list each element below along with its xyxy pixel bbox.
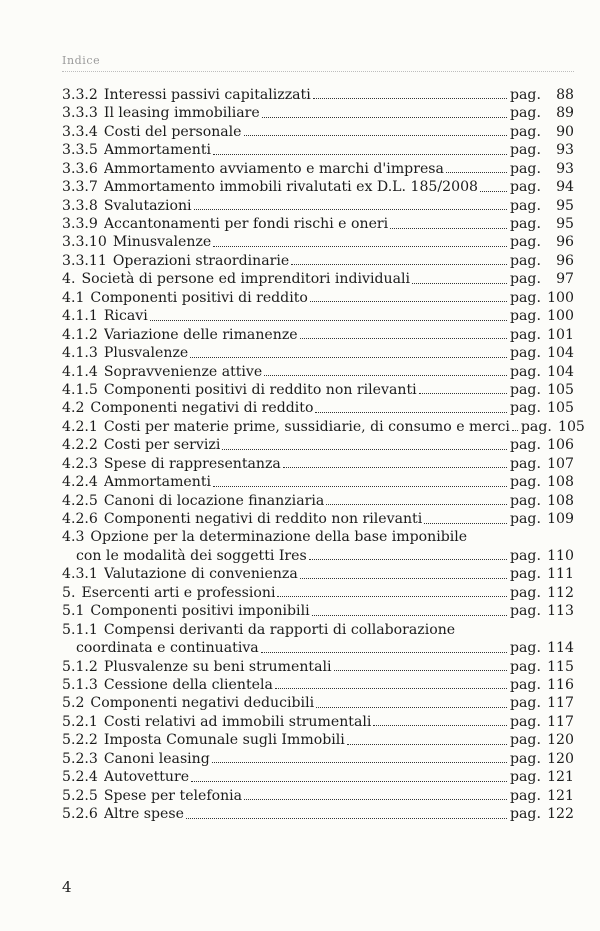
dot-leader: [347, 744, 507, 745]
toc-entry-page: 113: [547, 603, 574, 620]
toc-entry-pag-label: pag.: [510, 179, 541, 196]
toc-entry-pag-label: pag.: [510, 271, 541, 288]
toc-entry[interactable]: [62, 602, 574, 620]
toc-entry-title: Opzione per la determinazione della base imponibile: [90, 529, 468, 546]
toc-entry-pag-label: pag.: [510, 713, 541, 730]
dot-leader: [309, 559, 507, 560]
toc-entry-title: Costi per materie prime, sussidiarie, di consumo e merci: [103, 418, 510, 435]
toc-entry-title: Interessi passivi capitalizzati: [103, 86, 311, 103]
toc-entry[interactable]: [62, 529, 574, 547]
dot-leader: [277, 596, 507, 597]
toc-entry-pag-label: pag.: [510, 455, 541, 472]
toc-entry-number: 4.2: [62, 400, 85, 417]
toc-entry-title: Cessione della clientela: [103, 676, 273, 693]
toc-entry-page: 111: [547, 566, 574, 583]
toc-entry-page: 100: [547, 308, 574, 325]
toc-entry-page: 108: [547, 492, 574, 509]
toc-entry[interactable]: [62, 381, 574, 399]
dot-leader: [283, 467, 507, 468]
toc-entry[interactable]: [62, 104, 574, 122]
dot-leader: [316, 707, 507, 708]
dot-leader: [310, 301, 507, 302]
toc-entry-title: Compensi derivanti da rapporti di collaborazione: [103, 621, 456, 638]
dot-leader: [244, 135, 507, 136]
toc-entry[interactable]: [62, 455, 574, 473]
toc-entry-title: Costi relativi ad immobili strumentali: [103, 713, 372, 730]
toc-entry-page: 117: [547, 695, 574, 712]
toc-entry[interactable]: [62, 178, 574, 196]
toc-entry-title: Componenti positivi di reddito: [90, 289, 308, 306]
toc-entry[interactable]: [62, 473, 574, 491]
dot-leader: [261, 652, 507, 653]
toc-entry-title: Spese di rappresentanza: [103, 455, 281, 472]
dot-leader: [480, 191, 507, 192]
page-number: 4: [62, 878, 72, 896]
toc-entry-page: 112: [547, 584, 574, 601]
toc-entry-title: Plusvalenze su beni strumentali: [103, 658, 332, 675]
toc-entry-page: 117: [547, 713, 574, 730]
toc-entry-title: Costi per servizi: [103, 437, 221, 454]
toc-entry[interactable]: [62, 197, 574, 215]
dot-leader: [313, 98, 507, 99]
toc-entry-title: Altre spese: [103, 806, 184, 823]
running-header: Indice: [62, 54, 101, 67]
toc-entry-title: Costi del personale: [103, 123, 242, 140]
toc-entry-page: 121: [547, 787, 574, 804]
toc-entry-title: Componenti positivi imponibili: [90, 603, 310, 620]
toc-entry[interactable]: [62, 363, 574, 381]
toc-entry-pag-label: pag.: [510, 474, 541, 491]
toc-entry-continuation[interactable]: [62, 547, 574, 565]
toc-entry-number: 4.1.3: [62, 345, 98, 362]
toc-entry-pag-label: pag.: [510, 658, 541, 675]
toc-entry-title: Ricavi: [103, 308, 148, 325]
dot-leader: [150, 320, 507, 321]
toc-entry-number: 3.3.11: [62, 252, 107, 269]
toc-entry-title: Minusvalenze: [112, 234, 212, 251]
toc-entry[interactable]: [62, 123, 574, 141]
dot-leader: [412, 283, 507, 284]
toc-entry-number: 5.: [62, 584, 76, 601]
toc-entry-title: Imposta Comunale sugli Immobili: [103, 732, 345, 749]
toc-entry-number: 4.1.1: [62, 308, 98, 325]
toc-entry-pag-label: pag.: [510, 732, 541, 749]
dot-leader: [190, 357, 507, 358]
toc-entry[interactable]: [62, 215, 574, 233]
toc-entry-number: 5.1.2: [62, 658, 98, 675]
dot-leader: [191, 781, 507, 782]
dot-leader: [244, 799, 507, 800]
toc-entry-pag-label: pag.: [510, 381, 541, 398]
dot-leader: [424, 523, 507, 524]
toc-entry-number: 5.2.6: [62, 806, 98, 823]
toc-entry-pag-label: pag.: [510, 216, 541, 233]
toc-entry-pag-label: pag.: [510, 252, 541, 269]
toc-entry[interactable]: [62, 436, 574, 454]
toc-entry-page: 104: [547, 363, 574, 380]
toc-entry-pag-label: pag.: [510, 676, 541, 693]
toc-entry-number: 4.2.6: [62, 511, 98, 528]
toc-entry-number: 4.: [62, 271, 76, 288]
toc-entry[interactable]: [62, 160, 574, 178]
toc-entry-pag-label: pag.: [510, 437, 541, 454]
toc-entry-pag-label: pag.: [510, 400, 541, 417]
dot-leader: [213, 154, 507, 155]
toc-entry-number: 5.1.1: [62, 621, 98, 638]
toc-entry[interactable]: [62, 326, 574, 344]
toc-entry[interactable]: [62, 565, 574, 583]
toc-entry-page: 120: [547, 732, 574, 749]
toc-entry-pag-label: pag.: [510, 750, 541, 767]
toc-entry-page: 106: [547, 437, 574, 454]
toc-entry-page: 114: [547, 640, 574, 657]
toc-entry-number: 4.2.3: [62, 455, 98, 472]
toc-entry-number: 5.2.1: [62, 713, 98, 730]
toc-entry[interactable]: [62, 252, 574, 270]
toc-entry-page: 88: [556, 86, 574, 103]
toc-entry[interactable]: [62, 418, 585, 436]
toc-entry[interactable]: [62, 307, 574, 325]
toc-entry-pag-label: pag.: [510, 345, 541, 362]
dot-leader: [194, 209, 507, 210]
toc-entry-page: 109: [547, 511, 574, 528]
dot-leader: [212, 762, 507, 763]
toc-entry-pag-label: pag.: [510, 566, 541, 583]
toc-entry-number: 4.2.2: [62, 437, 98, 454]
toc-entry-number: 3.3.7: [62, 179, 98, 196]
toc-entry-pag-label: pag.: [510, 787, 541, 804]
toc-entry-number: 3.3.6: [62, 160, 98, 177]
toc-entry-page: 96: [556, 252, 574, 269]
toc-entry[interactable]: [62, 344, 574, 362]
toc-entry-page: 107: [547, 455, 574, 472]
toc-entry-title: Esercenti arti e professioni: [81, 584, 276, 601]
toc-entry-pag-label: pag.: [510, 326, 541, 343]
dot-leader: [186, 818, 507, 819]
toc-entry[interactable]: [62, 234, 574, 252]
toc-entry-pag-label: pag.: [510, 695, 541, 712]
toc-entry-title: Plusvalenze: [103, 345, 189, 362]
toc-entry[interactable]: [62, 270, 574, 288]
toc-entry-pag-label: pag.: [510, 234, 541, 251]
toc-entry-number: 4.1.2: [62, 326, 98, 343]
toc-entry-number: 4.3.1: [62, 566, 98, 583]
toc-entry-page: 104: [547, 345, 574, 362]
toc-entry[interactable]: [62, 805, 574, 823]
toc-entry-pag-label: pag.: [510, 197, 541, 214]
toc-entry-title-continuation: coordinata e continuativa: [76, 640, 259, 657]
toc-entry-pag-label: pag.: [510, 603, 541, 620]
toc-entry-pag-label: pag.: [510, 86, 541, 103]
toc-entry-pag-label: pag.: [510, 769, 541, 786]
toc-entry-continuation[interactable]: [62, 639, 574, 657]
toc-entry[interactable]: [62, 731, 574, 749]
toc-entry-page: 96: [556, 234, 574, 251]
toc-entry-title: Ammortamento avviamento e marchi d'impresa: [103, 160, 444, 177]
toc-entry-number: 4.2.1: [62, 418, 98, 435]
toc-entry-page: 97: [556, 271, 574, 288]
toc-entry[interactable]: [62, 492, 574, 510]
toc-entry-title: Componenti negativi di reddito non rilevanti: [103, 511, 423, 528]
toc-entry[interactable]: [62, 584, 574, 602]
toc-entry-pag-label: pag.: [510, 105, 541, 122]
toc-entry-number: 3.3.3: [62, 105, 98, 122]
toc-entry-page: 93: [556, 160, 574, 177]
toc-entry-number: 3.3.5: [62, 142, 98, 159]
toc-entry-number: 3.3.8: [62, 197, 98, 214]
toc-entry[interactable]: [62, 750, 574, 768]
toc-entry-page: 120: [547, 750, 574, 767]
toc-entry-pag-label: pag.: [510, 511, 541, 528]
toc-entry-title: Canoni di locazione finanziaria: [103, 492, 325, 509]
toc-entry-number: 5.1: [62, 603, 85, 620]
toc-entry[interactable]: [62, 787, 574, 805]
dot-leader: [446, 172, 507, 173]
toc-entry[interactable]: [62, 676, 574, 694]
toc-entry-page: 90: [556, 123, 574, 140]
toc-entry-pag-label: pag.: [510, 584, 541, 601]
toc-entry-page: 105: [547, 400, 574, 417]
toc-entry-pag-label: pag.: [520, 418, 552, 435]
toc-entry-number: 5.2.4: [62, 769, 98, 786]
toc-entry-title: Componenti positivi di reddito non rilevanti: [103, 381, 417, 398]
dot-leader: [262, 117, 507, 118]
toc-entry-number: 4.2.5: [62, 492, 98, 509]
table-of-contents: [62, 86, 585, 824]
toc-entry[interactable]: [62, 694, 574, 712]
toc-entry[interactable]: [62, 621, 574, 639]
toc-entry[interactable]: [62, 658, 574, 676]
toc-entry-number: 5.1.3: [62, 676, 98, 693]
dot-leader: [390, 228, 507, 229]
toc-entry-title: Canoni leasing: [103, 750, 210, 767]
toc-entry-page: 95: [556, 197, 574, 214]
dot-leader: [300, 338, 507, 339]
toc-entry-number: 4.2.4: [62, 474, 98, 491]
toc-entry-page: 101: [547, 326, 574, 343]
toc-entry[interactable]: [62, 713, 574, 731]
dot-leader: [326, 504, 507, 505]
toc-entry-title: Ammortamenti: [103, 142, 212, 159]
toc-entry-title: Componenti negativi di reddito: [90, 400, 314, 417]
toc-entry-page: 100: [547, 289, 574, 306]
toc-entry-title: Operazioni straordinarie: [112, 252, 290, 269]
dot-leader: [373, 725, 507, 726]
dot-leader: [222, 449, 507, 450]
toc-entry-page: 115: [547, 658, 574, 675]
dot-leader: [275, 688, 507, 689]
toc-entry-number: 4.3: [62, 529, 85, 546]
toc-entry-page: 121: [547, 769, 574, 786]
toc-entry[interactable]: [62, 141, 574, 159]
toc-entry-title: Sopravvenienze attive: [103, 363, 263, 380]
toc-entry[interactable]: [62, 399, 574, 417]
toc-entry-number: 4.1: [62, 289, 85, 306]
toc-entry-pag-label: pag.: [510, 640, 541, 657]
dot-leader: [291, 264, 507, 265]
toc-entry-number: 4.1.4: [62, 363, 98, 380]
toc-entry[interactable]: [62, 510, 574, 528]
toc-entry-number: 5.2.5: [62, 787, 98, 804]
toc-entry-title: Ammortamento immobili rivalutati ex D.L. 185/2008: [103, 179, 479, 196]
toc-entry-number: 3.3.10: [62, 234, 107, 251]
toc-entry-page: 89: [556, 105, 574, 122]
toc-entry-pag-label: pag.: [510, 123, 541, 140]
toc-entry-page: 93: [556, 142, 574, 159]
toc-entry-title: Svalutazioni: [103, 197, 192, 214]
toc-entry-pag-label: pag.: [510, 308, 541, 325]
toc-entry[interactable]: [62, 768, 574, 786]
dot-leader: [334, 670, 507, 671]
toc-entry-title: Variazione delle rimanenze: [103, 326, 298, 343]
dot-leader: [213, 486, 507, 487]
toc-entry-title: Spese per telefonia: [103, 787, 243, 804]
toc-entry-title: Il leasing immobiliare: [103, 105, 260, 122]
dot-leader: [312, 615, 507, 616]
toc-entry-pag-label: pag.: [510, 492, 541, 509]
dot-leader: [213, 246, 507, 247]
dot-leader: [300, 578, 507, 579]
toc-entry-title: Valutazione di convenienza: [103, 566, 298, 583]
header-rule: [62, 71, 574, 72]
toc-entry-number: 5.2.2: [62, 732, 98, 749]
toc-entry-number: 3.3.2: [62, 86, 98, 103]
toc-entry-number: 3.3.4: [62, 123, 98, 140]
toc-entry-pag-label: pag.: [510, 806, 541, 823]
toc-entry-title: Accantonamenti per fondi rischi e oneri: [103, 216, 389, 233]
toc-entry-number: 5.2: [62, 695, 85, 712]
toc-entry-page: 110: [547, 547, 574, 564]
dot-leader: [264, 375, 507, 376]
toc-entry-title: Autovetture: [103, 769, 190, 786]
toc-entry-title: Ammortamenti: [103, 474, 212, 491]
toc-entry-pag-label: pag.: [510, 160, 541, 177]
toc-entry-page: 105: [558, 418, 585, 435]
toc-entry-page: 94: [556, 179, 574, 196]
toc-entry[interactable]: [62, 289, 574, 307]
toc-entry-number: 3.3.9: [62, 216, 98, 233]
toc-entry[interactable]: [62, 86, 574, 104]
toc-entry-number: 4.1.5: [62, 381, 98, 398]
toc-entry-pag-label: pag.: [510, 363, 541, 380]
dot-leader: [315, 412, 507, 413]
toc-entry-title: Componenti negativi deducibili: [90, 695, 315, 712]
toc-entry-title-continuation: con le modalità dei soggetti Ires: [76, 547, 307, 564]
toc-entry-number: 5.2.3: [62, 750, 98, 767]
toc-entry-pag-label: pag.: [510, 547, 541, 564]
toc-entry-page: 105: [547, 381, 574, 398]
toc-entry-pag-label: pag.: [510, 142, 541, 159]
toc-entry-page: 122: [547, 806, 574, 823]
dot-leader: [419, 393, 507, 394]
toc-entry-page: 116: [547, 676, 574, 693]
toc-entry-page: 95: [556, 216, 574, 233]
toc-entry-title: Società di persone ed imprenditori individuali: [81, 271, 410, 288]
dot-leader: [512, 430, 518, 431]
toc-entry-page: 108: [547, 474, 574, 491]
toc-entry-pag-label: pag.: [510, 289, 541, 306]
